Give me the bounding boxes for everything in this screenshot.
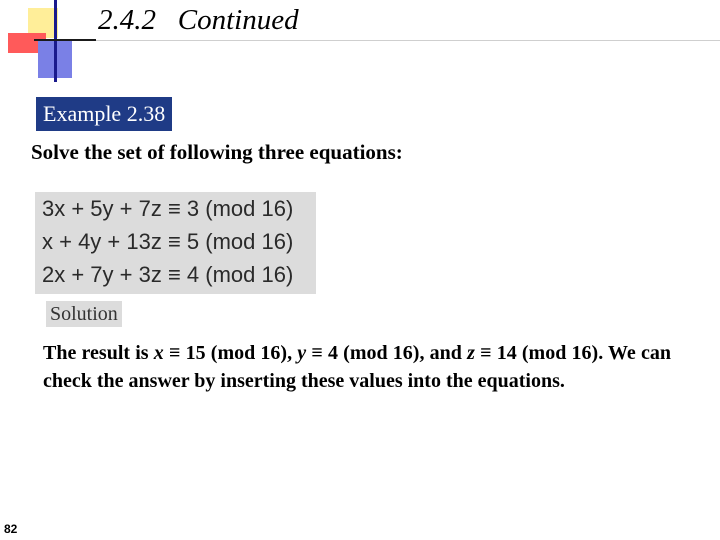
page-number: 82 — [4, 522, 18, 536]
solution-text-part: The result is — [43, 342, 154, 364]
solution-text — [43, 339, 671, 395]
variable-x: x — [153, 342, 164, 364]
solution-text-part: ≡ 4 (mod 16), and — [306, 342, 468, 364]
title-decoration-dark-underline — [34, 39, 96, 41]
title-decoration-vertical-line — [54, 0, 57, 82]
variable-z: z — [467, 342, 475, 364]
equation-box — [35, 192, 316, 294]
example-label: Example 2.38 — [36, 97, 172, 131]
solution-text-part: ≡ 15 (mod 16), — [163, 342, 298, 364]
variable-y: y — [297, 342, 307, 364]
slide-title: 2.4.2 Continued — [98, 4, 299, 36]
equation-1: 3x + 5y + 7z ≡ 3 (mod 16) — [42, 196, 294, 221]
title-underline — [96, 40, 720, 41]
solution-text-part: ≡ 14 (mod 16). We can check the answer by inserting these values into the equations. — [43, 342, 671, 392]
example-intro-text: Solve the set of following three equations: — [31, 140, 403, 164]
equation-3: 2x + 7y + 3z ≡ 4 (mod 16) — [42, 262, 294, 287]
solution-label: Solution — [46, 301, 122, 327]
equation-2: x + 4y + 13z ≡ 5 (mod 16) — [42, 229, 294, 254]
